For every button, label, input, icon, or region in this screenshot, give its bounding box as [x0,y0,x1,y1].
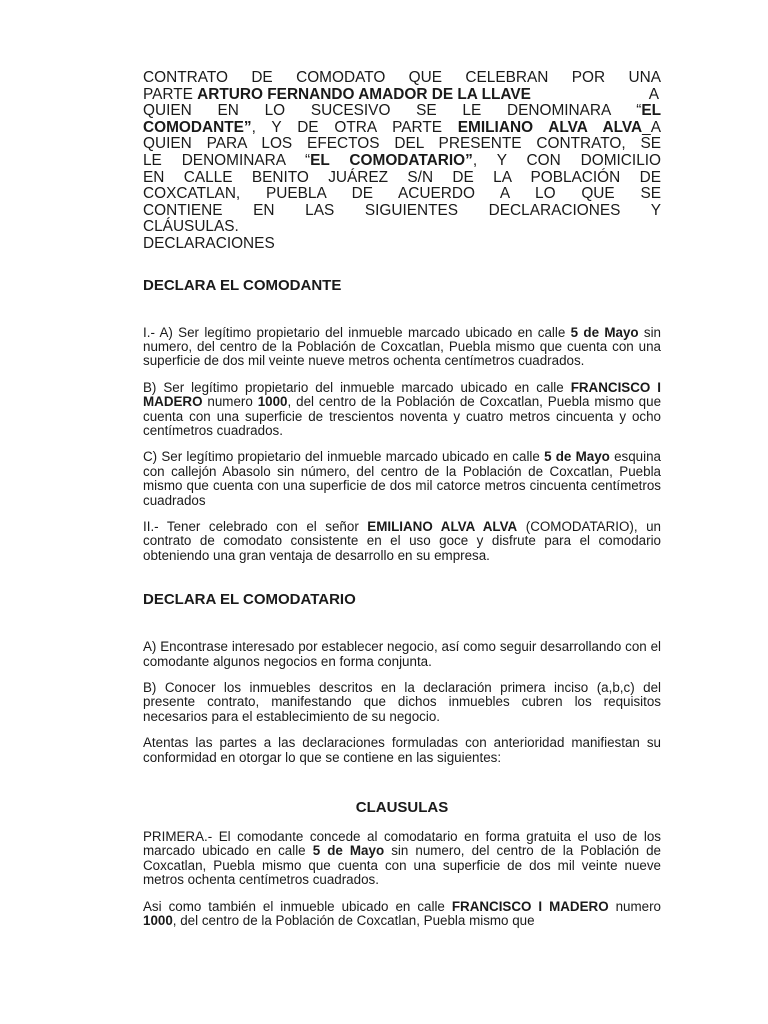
intro-line-1 [143,70,661,87]
intro-text: A [648,85,659,103]
para-bold: 1000 [257,394,288,410]
heading-declara-comodatario: DECLARA EL COMODATARIO [143,591,356,609]
para-text: (COMODATARIO), un contrato de comodato consistente en el uso goce y disfrute para el comodario obteniendo una gran ventaja de desarrollo en su empresa. [143,519,661,563]
para-text: , del centro de la Población de Coxcatlan, Puebla mismo que cuenta con una superficie de trescientos noventa y cuatro metros cincuenta y ocho centímetros cuadrados. [143,394,662,438]
intro-text: , Y DE OTRA PARTE [251,118,458,136]
intro-bold: EL [641,102,661,120]
intro-text: CONTIENE EN LAS SIGUIENTES DECLARACIONES Y [143,201,661,219]
intro-text: CONTRATO DE COMODATO QUE CELEBRAN POR UNA [143,69,661,86]
para-text: sin numero, del centro de la Población de Coxcatlan, Puebla mismo que cuenta con una superficie de dos mil veinte nueve metros ochenta centímetros cuadrados. [143,324,662,369]
para-bold: FRANCISCO I MADERO [143,379,661,410]
para-text: numero [608,898,661,914]
intro-bold: COMODANTE” [143,118,252,136]
para-text: C) Ser legítimo propietario del inmueble marcado ubicado en calle [143,449,545,465]
para-text: sin numero, del centro de la Población de Coxcatlan, Puebla mismo que cuenta con una superficie de dos mil veinte nueve metros ochenta centímetros cuadrados. [143,843,661,888]
declaration-paragraph [143,450,661,508]
intro-text: COXCATLAN, PUEBLA DE ACUERDO A LO QUE SE [143,185,661,203]
para-bold: FRANCISCO I MADERO [451,898,609,914]
para-bold: 1000 [143,913,173,929]
document-page [143,70,661,929]
para-text: I.- A) Ser legítimo propietario del inmueble marcado ubicado en calle [143,324,571,340]
declaration-paragraph [143,326,661,369]
declaraciones-label [143,236,661,253]
intro-text: PARTE [143,85,198,103]
comodante-name: ARTURO FERNANDO AMADOR DE LA LLAVE [197,85,531,103]
intro-text: QUIEN EN LO SUCESIVO SE LE DENOMINARA “ [143,102,642,120]
intro-bold: EL COMODATARIO” [310,151,473,169]
para-text: B) Ser legítimo propietario del inmueble marcado ubicado en calle [143,379,571,395]
intro-line-2 [143,87,661,104]
intro-text: _A [642,118,661,136]
para-text: esquina con callejón Abasolo sin número, del centro de la Población de Coxcatlan, Puebla mismo que cuenta con una superficie de dos mil catorce metros cincuenta centímetros cuadrados [143,449,661,508]
intro-line-8 [143,186,661,203]
intro-text-group [143,87,531,104]
declaration-paragraph: Atentas las partes a las declaraciones formuladas con anterioridad manifiestan su conformidad en otorgar lo que se contiene en las siguientes: [143,735,661,765]
intro-line-4 [143,120,661,137]
intro-text: , Y CON DOMICILIO [472,151,661,169]
para-bold: 5 de Mayo [544,449,610,465]
para-text: II.- Tener celebrado con el señor [143,519,368,534]
intro-text: LE DENOMINARA “ [143,151,311,169]
para-text: , del centro de la Población de Coxcatlan, Puebla mismo que [172,913,535,929]
para-bold: 5 de Mayo [312,843,385,859]
heading-clausulas: CLAUSULAS [355,799,449,817]
contract-intro [143,70,661,253]
declaration-paragraph: B) Conocer los inmuebles descritos en la declaración primera inciso (a,b,c) del presente contrato, manifestando que dichos inmuebles cubren los requisitos necesarios para el establecimiento de su negocio. [143,680,661,724]
para-text: PRIMERA.- El comodante concede al comodatario en forma gratuita el uso de los marcado ubicado en calle [143,829,661,859]
declaration-paragraph [143,381,661,439]
intro-text: CLÁUSULAS. [143,218,239,236]
intro-line-9 [143,203,661,220]
clause-paragraph [143,900,661,929]
heading-declara-comodante: DECLARA EL COMODANTE [143,276,342,294]
intro-line-6 [143,153,661,170]
intro-text: QUIEN PARA LOS EFECTOS DEL PRESENTE CONTRATO, SE [143,135,661,153]
para-text: Asi como también el inmueble ubicado en calle [143,898,452,914]
declaration-paragraph: A) Encontrase interesado por establecer negocio, así como seguir desarrollando con el comodante algunos negocios en forma conjunta. [143,639,661,669]
declaration-paragraph [143,520,661,563]
intro-text: DECLARACIONES [143,234,275,252]
intro-text: EN CALLE BENITO JUÁREZ S/N DE LA POBLACIÓN DE [143,168,661,186]
para-bold: 5 de Mayo [570,324,639,340]
intro-line-10 [143,219,661,236]
para-bold: EMILIANO ALVA ALVA [367,519,518,534]
intro-line-3 [143,103,661,120]
intro-line-7 [143,170,661,187]
para-text: numero [202,394,258,410]
intro-line-5 [143,136,661,153]
comodatario-name: EMILIANO ALVA ALVA [457,118,643,136]
clause-paragraph [143,830,661,888]
